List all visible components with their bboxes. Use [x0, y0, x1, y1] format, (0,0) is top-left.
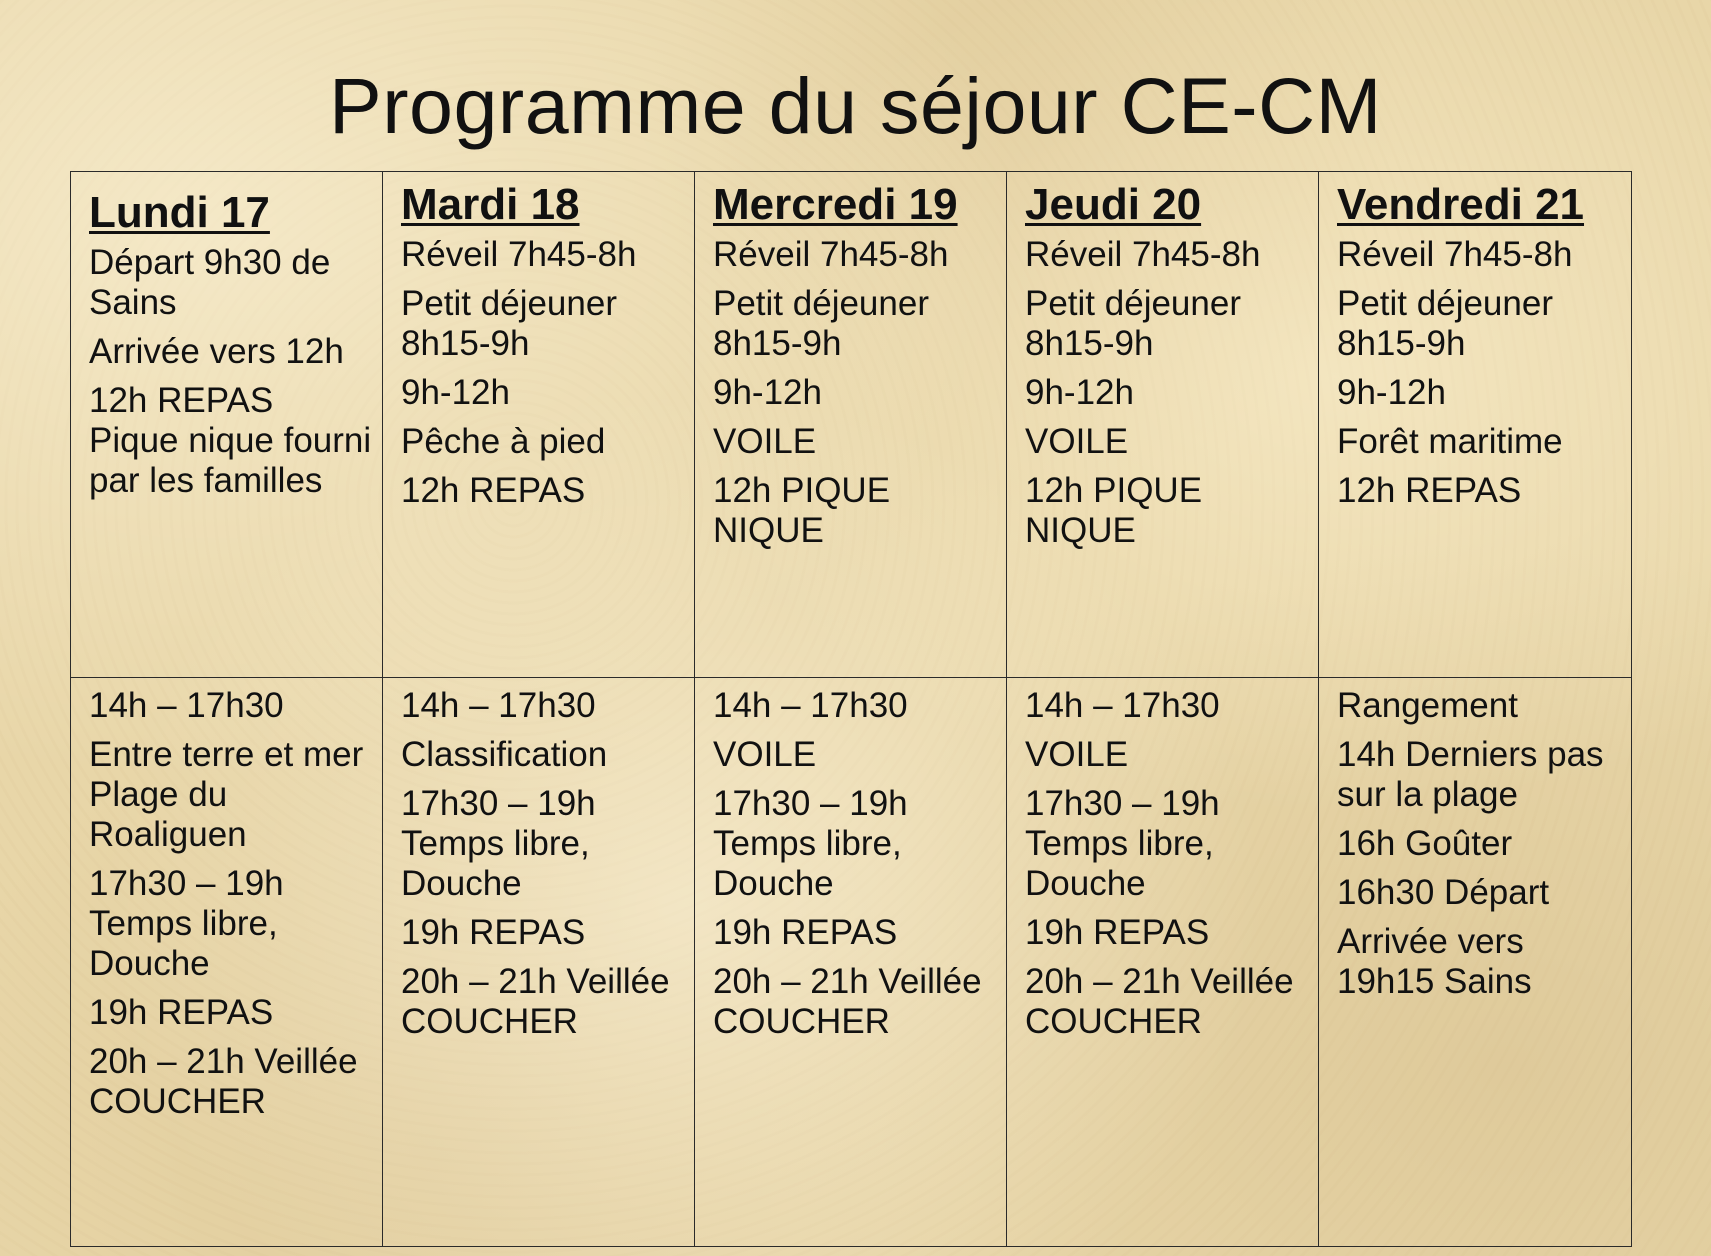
schedule-entry: 12h REPAS [401, 471, 586, 510]
schedule-entry: Réveil 7h45-8h [1337, 235, 1573, 274]
schedule-entry: 17h30 – 19h Temps libre, Douche [713, 784, 908, 903]
schedule-entry: VOILE [1025, 422, 1129, 461]
schedule-entry: 14h – 17h30 [713, 686, 908, 725]
schedule-entry: 14h – 17h30 [401, 686, 596, 725]
schedule-entry: 20h – 21h Veillée COUCHER [713, 962, 982, 1041]
schedule-entry: 17h30 – 19h Temps libre, Douche [401, 784, 596, 903]
schedule-entry: 20h – 21h Veillée COUCHER [1025, 962, 1294, 1041]
cell-mardi-morning [383, 172, 695, 678]
schedule-entry: 9h-12h [401, 373, 510, 412]
schedule-entry: 14h – 17h30 [89, 686, 284, 725]
schedule-entry: Réveil 7h45-8h [1025, 235, 1261, 274]
day-header: Mercredi 19 [713, 180, 958, 229]
page-title: Programme du séjour CE-CM [329, 61, 1382, 150]
schedule-entry: Rangement [1337, 686, 1518, 725]
cell-mercredi-morning [695, 172, 1007, 678]
schedule-entry: Entre terre et mer Plage du Roaliguen [89, 735, 364, 854]
day-header: Jeudi 20 [1025, 180, 1202, 229]
schedule-entry: Forêt maritime [1337, 422, 1563, 461]
schedule-entry: 20h – 21h Veillée COUCHER [89, 1042, 358, 1121]
cell-vendredi-afternoon [1319, 678, 1632, 1247]
cell-mercredi-afternoon [695, 678, 1007, 1247]
afternoon-row [71, 678, 1632, 1247]
schedule-entry: 19h REPAS [1025, 913, 1210, 952]
schedule-entry: 17h30 – 19h Temps libre, Douche [1025, 784, 1220, 903]
cell-vendredi-morning [1319, 172, 1632, 678]
schedule-entry: Petit déjeuner 8h15-9h [1025, 284, 1241, 363]
schedule-entry: Arrivée vers 12h [89, 332, 344, 371]
schedule-entry: Petit déjeuner 8h15-9h [1337, 284, 1553, 363]
schedule-entry: 14h Derniers pas sur la plage [1337, 735, 1604, 814]
schedule-entry: VOILE [713, 735, 817, 774]
schedule-entry: Réveil 7h45-8h [713, 235, 949, 274]
schedule-entry: Petit déjeuner 8h15-9h [713, 284, 929, 363]
day-header: Lundi 17 [89, 188, 270, 237]
cell-jeudi-afternoon [1007, 678, 1319, 1247]
schedule-entry: 12h PIQUE NIQUE [713, 471, 891, 550]
schedule-entry: 19h REPAS [401, 913, 586, 952]
schedule-table [70, 171, 1632, 1247]
cell-mardi-afternoon [383, 678, 695, 1247]
schedule-entry: Pêche à pied [401, 422, 606, 461]
schedule-entry: 16h Goûter [1337, 824, 1513, 863]
schedule-entry: 19h REPAS [89, 993, 274, 1032]
cell-lundi-morning [71, 172, 383, 678]
schedule-entry: 14h – 17h30 [1025, 686, 1220, 725]
schedule-entry: Réveil 7h45-8h [401, 235, 637, 274]
day-header: Vendredi 21 [1337, 180, 1585, 229]
schedule-entry: 16h30 Départ [1337, 873, 1550, 912]
schedule-entry: Petit déjeuner 8h15-9h [401, 284, 617, 363]
schedule-entry: VOILE [1025, 735, 1129, 774]
schedule-entry: 9h-12h [713, 373, 822, 412]
cell-jeudi-morning [1007, 172, 1319, 678]
schedule-entry: 20h – 21h Veillée COUCHER [401, 962, 670, 1041]
cell-lundi-afternoon [71, 678, 383, 1247]
schedule-entry: 12h REPAS [1337, 471, 1522, 510]
schedule-entry: 12h PIQUE NIQUE [1025, 471, 1203, 550]
schedule-entry: 9h-12h [1337, 373, 1446, 412]
schedule-entry: Départ 9h30 de Sains [89, 243, 331, 322]
schedule-entry: Classification [401, 735, 608, 774]
schedule-entry: VOILE [713, 422, 817, 461]
morning-row [71, 172, 1632, 678]
schedule-entry: 9h-12h [1025, 373, 1134, 412]
schedule-entry: 12h REPAS Pique nique fourni par les familles [89, 381, 372, 500]
schedule-entry: 19h REPAS [713, 913, 898, 952]
schedule-entry: 17h30 – 19h Temps libre, Douche [89, 864, 284, 983]
schedule-entry: Arrivée vers 19h15 Sains [1337, 922, 1532, 1001]
day-header: Mardi 18 [401, 180, 580, 229]
